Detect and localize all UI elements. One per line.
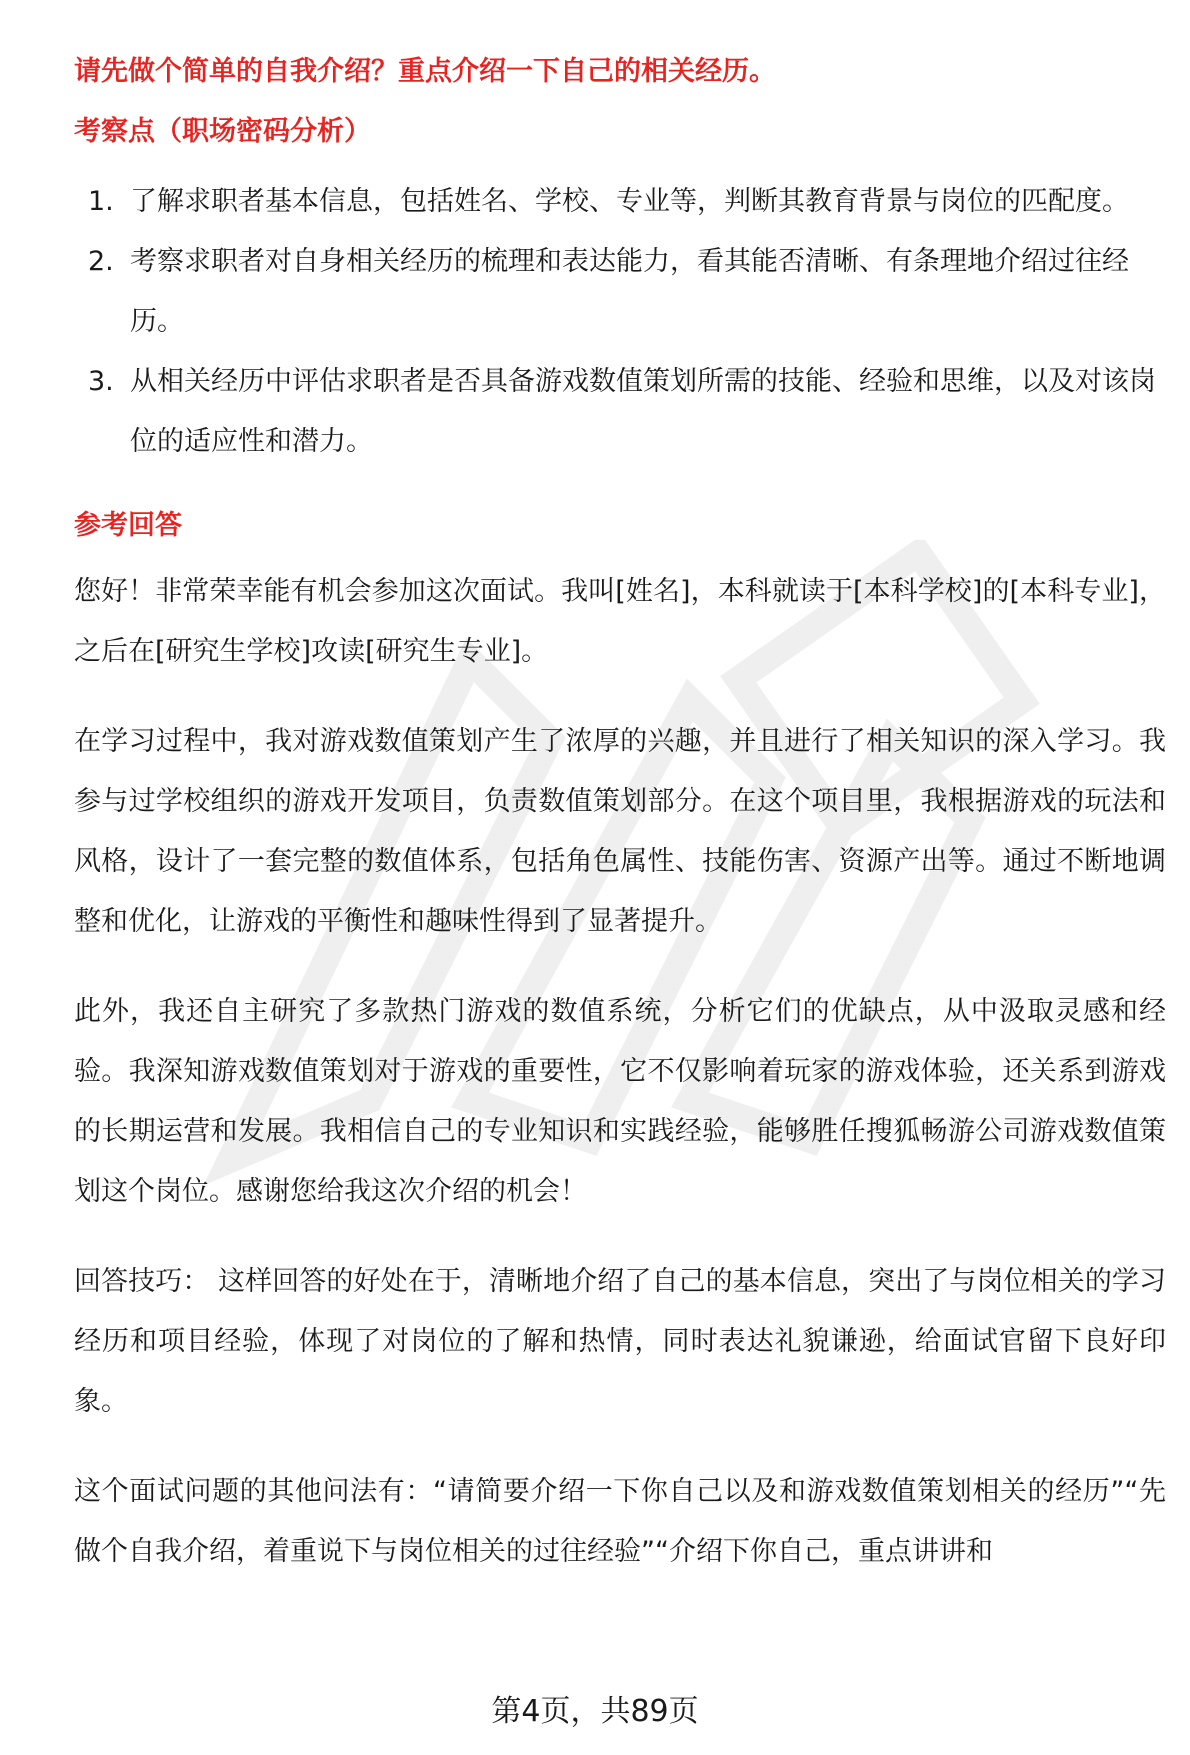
list-number: 1.: [88, 186, 114, 217]
page-number-footer: 第4页，共89页: [491, 1694, 699, 1729]
answer-tips-paragraph: 回答技巧： 这样回答的好处在于，清晰地介绍了自己的基本信息，突出了与岗位相关的学习经历和项目经验，体现了对岗位的了解和热情，同时表达礼貌谦逊，给面试官留下良好印象。: [74, 1266, 1166, 1417]
list-number: 3.: [88, 366, 114, 397]
focus-heading: 考察点（职场密码分析）: [74, 116, 371, 147]
answer-paragraph: 您好！非常荣幸能有机会参加这次面试。我叫[姓名]，本科就读于[本科学校]的[本科专业]，之后在[研究生学校]攻读[研究生专业]。: [74, 576, 1166, 667]
focus-point-text: 从相关经历中评估求职者是否具备游戏数值策划所需的技能、经验和思维，以及对该岗位的适应性和潜力。: [130, 366, 1156, 457]
focus-point-text: 了解求职者基本信息，包括姓名、学校、专业等，判断其教育背景与岗位的匹配度。: [130, 186, 1129, 217]
answer-heading: 参考回答: [74, 510, 182, 541]
focus-point: [74, 352, 1174, 472]
question-title: 请先做个简单的自我介绍？重点介绍一下自己的相关经历。: [74, 56, 776, 87]
list-number: 2.: [88, 246, 114, 277]
focus-point: [74, 172, 1174, 232]
focus-point-text: 考察求职者对自身相关经历的梳理和表达能力，看其能否清晰、有条理地介绍过往经历。: [130, 246, 1129, 337]
focus-points-list: [74, 172, 1174, 472]
answer-paragraph: 此外，我还自主研究了多款热门游戏的数值系统，分析它们的优缺点，从中汲取灵感和经验。我深知游戏数值策划对于游戏的重要性，它不仅影响着玩家的游戏体验，还关系到游戏的长期运营和发展。我相信自己的专业知识和实践经验，能够胜任搜狐畅游公司游戏数值策划这个岗位。感谢您给我这次介绍的机会！: [74, 996, 1166, 1207]
document-content: [74, 52, 1174, 1582]
focus-point: [74, 232, 1174, 352]
alternate-questions-paragraph: 这个面试问题的其他问法有：“请简要介绍一下你自己以及和游戏数值策划相关的经历”“先做个自我介绍，着重说下与岗位相关的过往经验”“介绍下你自己，重点讲讲和: [74, 1476, 1166, 1567]
answer-paragraph: 在学习过程中，我对游戏数值策划产生了浓厚的兴趣，并且进行了相关知识的深入学习。我参与过学校组织的游戏开发项目，负责数值策划部分。在这个项目里，我根据游戏的玩法和风格，设计了一套完整的数值体系，包括角色属性、技能伤害、资源产出等。通过不断地调整和优化，让游戏的平衡性和趣味性得到了显著提升。: [74, 726, 1166, 937]
